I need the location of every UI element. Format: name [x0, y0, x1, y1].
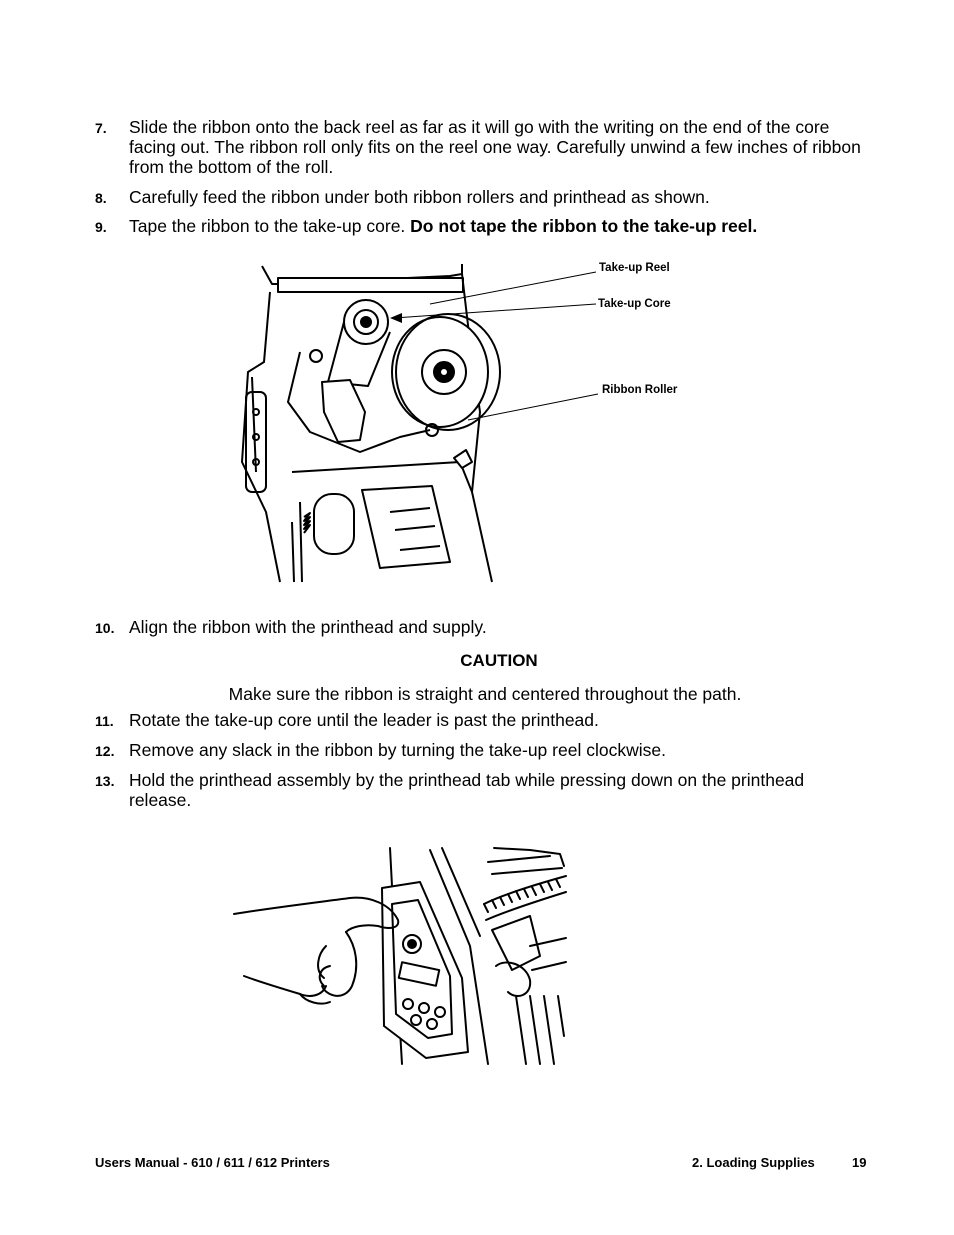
step-12	[95, 740, 865, 760]
footer-section: 2. Loading Supplies	[692, 1155, 815, 1170]
callout-take-up-core: Take-up Core	[598, 298, 671, 310]
caution-text: Make sure the ribbon is straight and centered throughout the path.	[228, 684, 742, 704]
footer-manual-title: Users Manual - 610 / 611 / 612 Printers	[95, 1155, 330, 1170]
footer-page-number: 19	[852, 1155, 867, 1170]
step-8	[95, 187, 865, 207]
step-number: 8.	[95, 190, 107, 206]
step-text: Tape the ribbon to the take-up core.	[129, 216, 411, 236]
step-number: 7.	[95, 120, 107, 136]
step-text: Hold the printhead assembly by the printhead tab while pressing down on the printhead release.	[129, 770, 805, 810]
step-7	[95, 117, 865, 177]
step-number: 11.	[95, 713, 114, 729]
step-text: Slide the ribbon onto the back reel as far as it will go with the writing on the end of the core facing out. The ribbon roll only fits on the reel one way. Carefully unwind a few inches of ribbon from the bottom of the roll.	[129, 117, 861, 177]
ribbon-path-illustration	[240, 262, 700, 588]
caution-title: CAUTION	[460, 651, 538, 670]
step-text: Align the ribbon with the printhead and supply.	[129, 617, 487, 637]
printhead-release-illustration	[230, 846, 570, 1068]
step-text: Carefully feed the ribbon under both ribbon rollers and printhead as shown.	[129, 187, 710, 207]
step-number: 12.	[95, 743, 115, 759]
step-number: 10.	[95, 620, 115, 636]
callout-take-up-reel: Take-up Reel	[599, 262, 670, 274]
step-number: 13.	[95, 773, 115, 789]
step-11	[95, 710, 865, 730]
step-warning: Do not tape the ribbon to the take-up reel.	[410, 216, 758, 236]
step-10	[95, 617, 865, 637]
step-number: 9.	[95, 219, 107, 235]
step-9	[95, 216, 865, 236]
step-text: Rotate the take-up core until the leader is past the printhead.	[129, 710, 599, 730]
step-13	[95, 770, 865, 810]
callout-ribbon-roller: Ribbon Roller	[602, 384, 678, 396]
step-text: Remove any slack in the ribbon by turning the take-up reel clockwise.	[129, 740, 666, 760]
